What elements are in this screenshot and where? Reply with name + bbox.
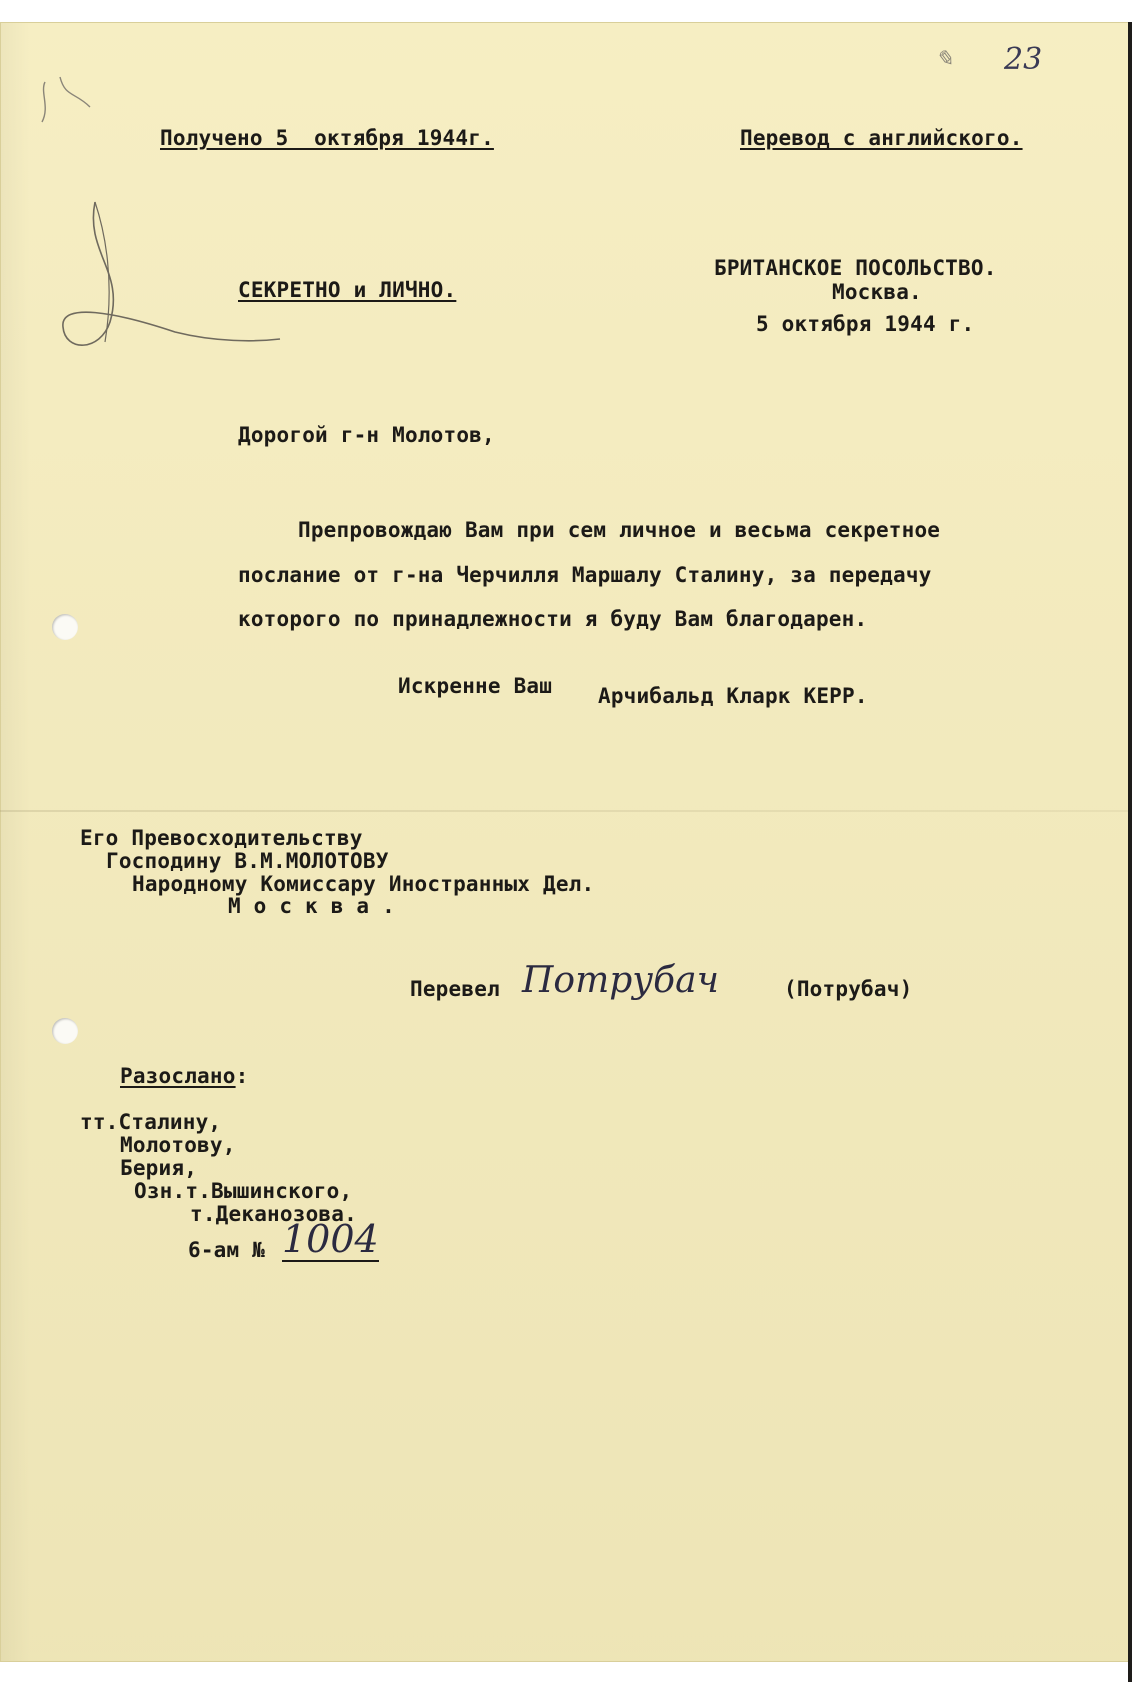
body-line: послание от г-на Черчилля Маршалу Сталину, за передачу xyxy=(238,563,932,587)
copies-prefix: 6-ам № xyxy=(188,1238,266,1262)
fold-line xyxy=(0,810,1132,812)
addressee-line: Его Превосходительству xyxy=(80,826,363,850)
translator-label: Перевел xyxy=(410,977,500,1001)
salutation: Дорогой г-н Молотов, xyxy=(238,423,495,447)
letter-date: 5 октября 1944 г. xyxy=(756,312,975,336)
distribution-label: Разослано: xyxy=(120,1064,249,1088)
document-page xyxy=(0,22,1132,1662)
addressee-line: М о с к в а . xyxy=(228,894,395,918)
translator-name: (Потрубач) xyxy=(784,977,913,1001)
copies-number: 1004 xyxy=(282,1217,379,1261)
sender-city: Москва. xyxy=(832,280,922,304)
recipient: тт.Сталину, xyxy=(80,1110,222,1134)
punch-hole xyxy=(52,1018,78,1044)
received-date: Получено 5 октября 1944г. xyxy=(160,126,494,150)
sender-org: БРИТАНСКОЕ ПОСОЛЬСТВО. xyxy=(714,256,997,280)
recipient: т.Деканозова. xyxy=(190,1202,357,1226)
body-line: Препровождаю Вам при сем личное и весьма секретное xyxy=(298,518,941,542)
classification-label: СЕКРЕТНО и ЛИЧНО. xyxy=(238,278,457,302)
addressee-line: Господину В.М.МОЛОТОВУ xyxy=(106,849,389,873)
body-line: которого по принадлежности я буду Вам благодарен. xyxy=(238,607,868,631)
addressee-line: Народному Комиссару Иностранных Дел. xyxy=(132,872,595,896)
pencil-mark-icon xyxy=(30,52,110,142)
archive-number: 23 xyxy=(1004,42,1043,77)
recipient: Берия, xyxy=(120,1156,198,1180)
translator-signature: Потрубач xyxy=(522,960,719,1001)
closing: Искренне Ваш xyxy=(398,674,553,698)
signatory: Арчибальд Кларк КЕРР. xyxy=(598,684,868,708)
page-edge xyxy=(1128,22,1132,1682)
pencil-note-icon: ✎ xyxy=(935,47,954,72)
translation-note: Перевод с английского. xyxy=(740,126,1023,150)
punch-hole xyxy=(52,614,78,640)
recipient: Озн.т.Вышинского, xyxy=(134,1179,353,1203)
distribution-label-text: Разослано xyxy=(120,1064,236,1088)
recipient: Молотову, xyxy=(120,1133,236,1157)
